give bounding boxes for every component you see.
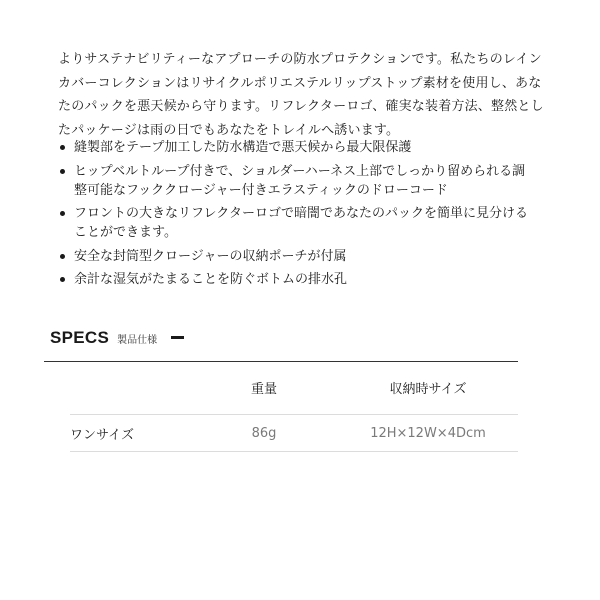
list-item <box>58 247 538 266</box>
bullet-icon <box>60 277 65 282</box>
divider <box>44 361 518 362</box>
bullet-icon <box>60 211 65 216</box>
bullet-icon <box>60 254 65 259</box>
list-item <box>58 270 538 289</box>
table-header-row <box>70 378 518 415</box>
feature-list <box>58 138 538 294</box>
feature-text: 安全な封筒型クロージャーの収納ポーチが付属 <box>74 248 347 264</box>
column-header <box>70 378 190 415</box>
specs-title: SPECS <box>50 328 110 347</box>
table-row <box>70 415 518 452</box>
list-item <box>58 138 538 157</box>
weight-cell: 86g <box>251 425 277 441</box>
feature-text: フロントの大きなリフレクターロゴで暗闇であなたのパックを簡単に見分けることができます。 <box>74 206 528 240</box>
column-header-size: 収納時サイズ <box>389 382 467 397</box>
bullet-icon <box>60 169 65 174</box>
dash-icon <box>171 336 184 339</box>
bullet-icon <box>60 145 65 150</box>
list-item <box>58 162 538 200</box>
size-name-cell: ワンサイズ <box>70 427 134 443</box>
specs-subtitle: 製品仕様 <box>117 335 158 346</box>
feature-text: ヒップベルトループ付きで、ショルダーハーネス上部でしっかり留められる調整可能なフッククロージャー付きエラスティックのドローコード <box>74 163 526 198</box>
feature-text: 余計な湿気がたまることを防ぐボトムの排水孔 <box>74 272 348 287</box>
column-header-weight: 重量 <box>250 382 277 397</box>
specs-header <box>50 328 184 348</box>
list-item <box>58 204 538 242</box>
packed-size-cell: 12H×12W×4Dcm <box>370 425 486 441</box>
spec-table <box>70 378 518 452</box>
feature-text: 縫製部をテープ加工した防水構造で悪天候から最大限保護 <box>74 140 412 155</box>
product-description: よりサステナビリティーなアプローチの防水プロテクションです。私たちのレインカバーコレクションはリサイクルポリエステルリップストップ素材を使用し、あなたのパックを悪天候から守ります。リフレクターロゴ、確実な装着方法、整然としたパッケージは雨の日でもあなたをトレイルへ誘います。 <box>58 52 544 138</box>
